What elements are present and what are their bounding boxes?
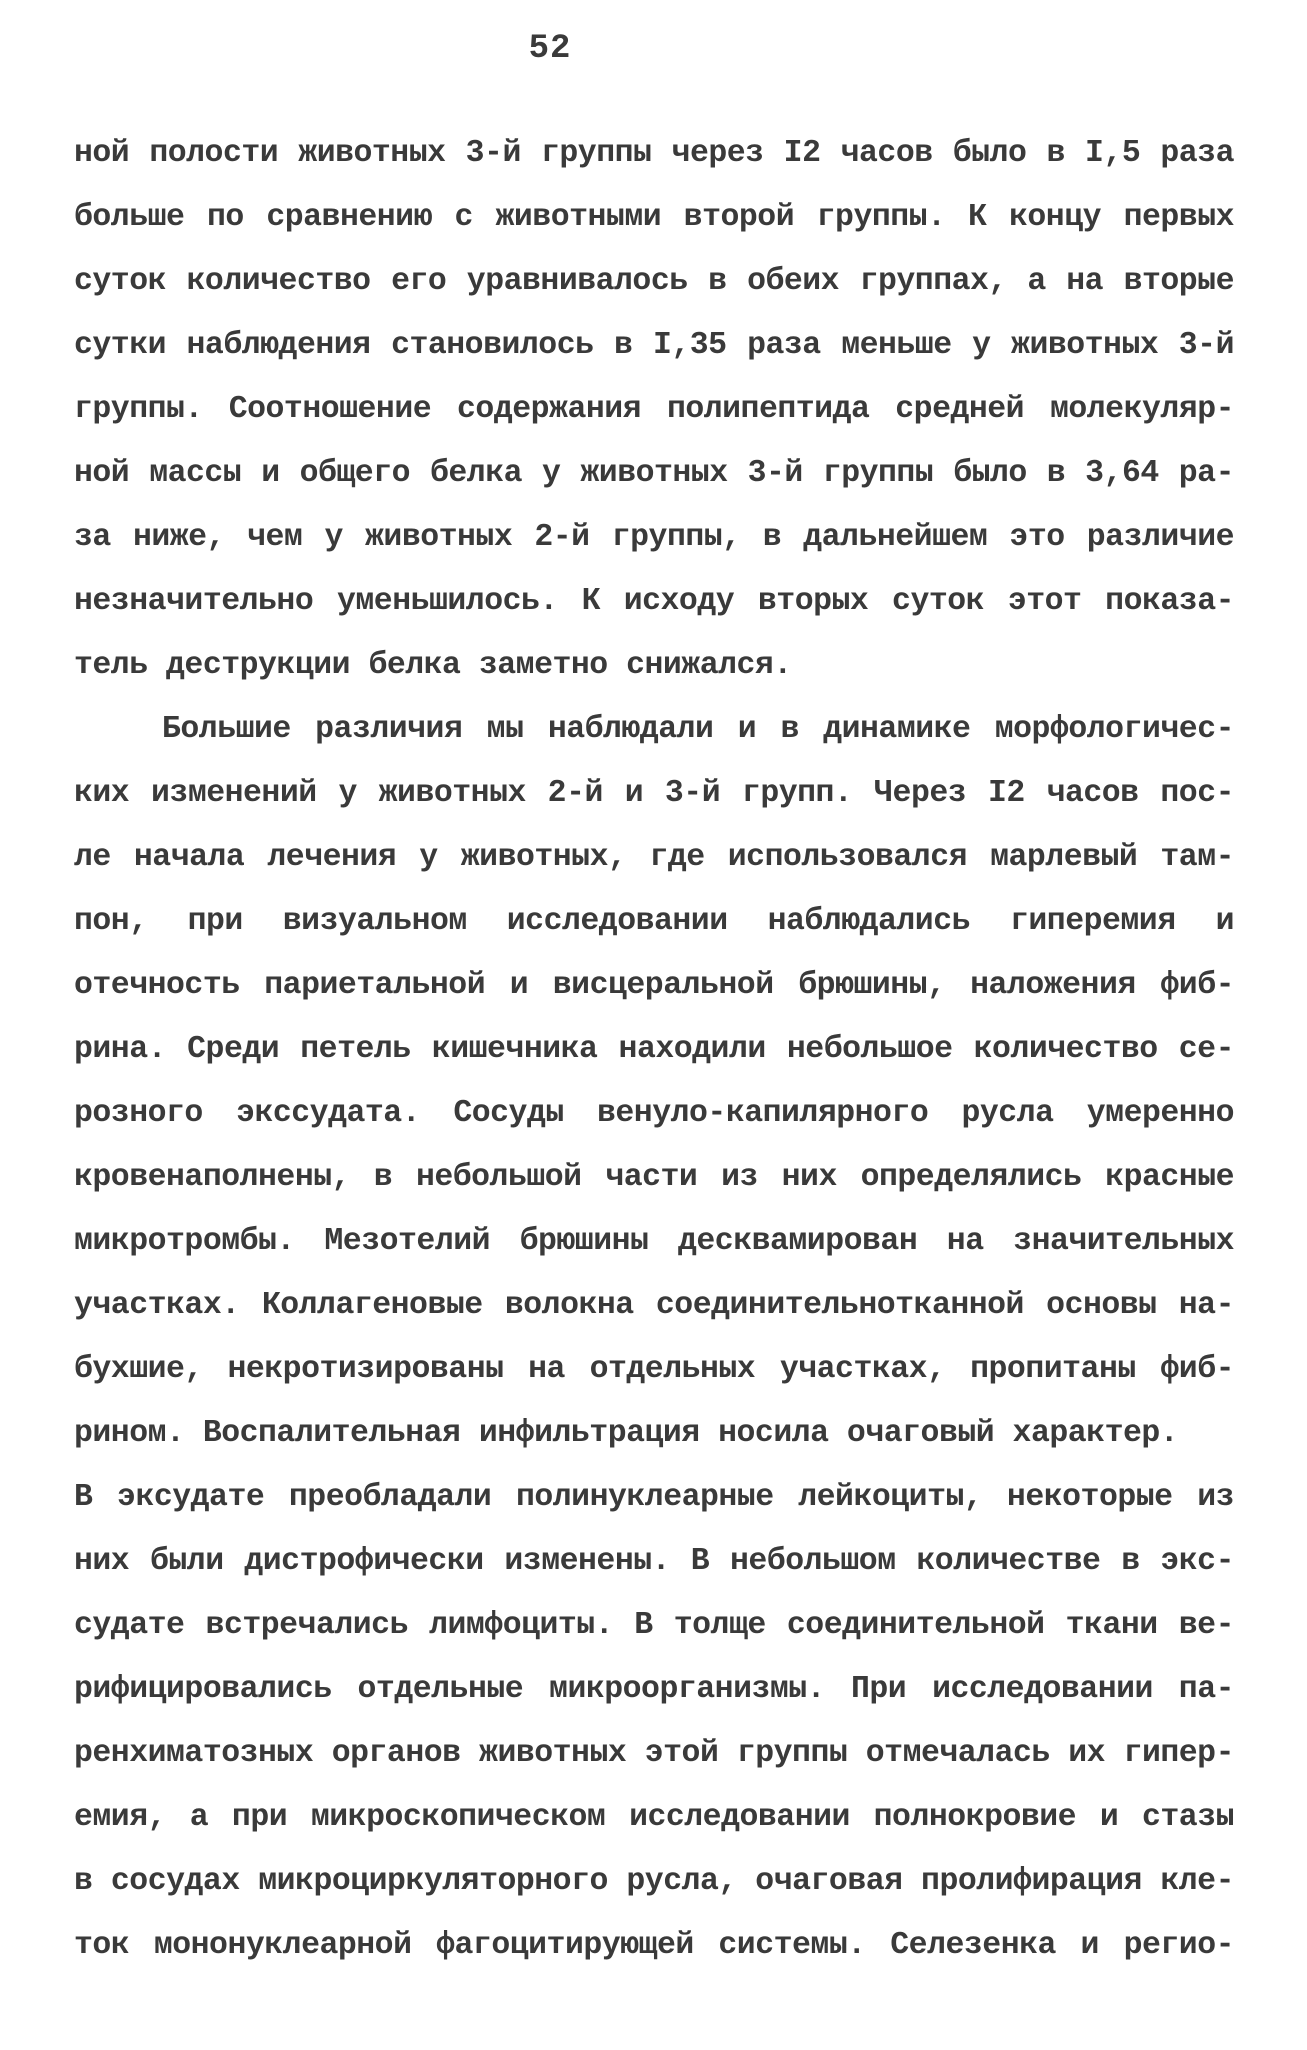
text-line: ной массы и общего белка у животных 3-й группы было в 3,64 ра- <box>74 456 1234 491</box>
text-line: судате встречались лимфоциты. В толще соединительной ткани ве- <box>74 1608 1234 1643</box>
text-line: них были дистрофически изменены. В небольшом количестве в экс- <box>74 1544 1234 1579</box>
text-line: отечность париетальной и висцеральной брюшины, наложения фиб- <box>74 968 1234 1003</box>
text-line: рином. Воспалительная инфильтрация носила очаговый характер. <box>74 1416 1179 1451</box>
text-line: емия, а при микроскопическом исследовании полнокровие и стазы <box>74 1800 1234 1835</box>
text-line: ле начала лечения у животных, где использовался марлевый там- <box>74 840 1234 875</box>
text-line: суток количество его уравнивалось в обеих группах, а на вторые <box>74 264 1234 299</box>
text-line: в сосудах микроциркуляторного русла, очаговая пролифирация кле- <box>74 1864 1234 1899</box>
text-line: за ниже, чем у животных 2-й группы, в дальнейшем это различие <box>74 520 1234 555</box>
text-line: рифицировались отдельные микроорганизмы. При исследовании па- <box>74 1672 1234 1707</box>
text-line: кровенаполнены, в небольшой части из них определялись красные <box>74 1160 1234 1195</box>
text-line: ких изменений у животных 2-й и 3-й групп. Через I2 часов пос- <box>74 776 1234 811</box>
text-line: участках. Коллагеновые волокна соединительнотканной основы на- <box>74 1288 1234 1323</box>
text-line: тель деструкции белка заметно снижался. <box>74 648 792 683</box>
text-line: ток мононуклеарной фагоцитирующей системы. Селезенка и регио- <box>74 1928 1234 1963</box>
text-line: больше по сравнению с животными второй группы. К концу первых <box>74 200 1234 235</box>
text-line: рина. Среди петель кишечника находили небольшое количество се- <box>74 1032 1234 1067</box>
text-line: ной полости животных 3-й группы через I2 часов было в I,5 раза <box>74 136 1234 171</box>
text-line: ренхиматозных органов животных этой группы отмечалась их гипер- <box>74 1736 1234 1771</box>
document-text <box>74 122 1234 1978</box>
text-line: микротромбы. Мезотелий брюшины десквамирован на значительных <box>74 1224 1234 1259</box>
text-line: незначительно уменьшилось. К исходу вторых суток этот показа- <box>74 584 1234 619</box>
text-line: пон, при визуальном исследовании наблюдались гиперемия и <box>74 904 1234 939</box>
page-number: 52 <box>528 30 572 68</box>
text-line: розного экссудата. Сосуды венуло-капилярного русла умеренно <box>74 1096 1234 1131</box>
text-line: группы. Соотношение содержания полипептида средней молекуляр- <box>74 392 1234 427</box>
paragraph-start-line: Большие различия мы наблюдали и в динамике морфологичес- <box>162 712 1234 747</box>
text-line: бухшие, некротизированы на отдельных участках, пропитаны фиб- <box>74 1352 1234 1387</box>
text-line: В эксудате преобладали полинуклеарные лейкоциты, некоторые из <box>74 1480 1234 1515</box>
text-line: сутки наблюдения становилось в I,35 раза меньше у животных 3-й <box>74 328 1234 363</box>
